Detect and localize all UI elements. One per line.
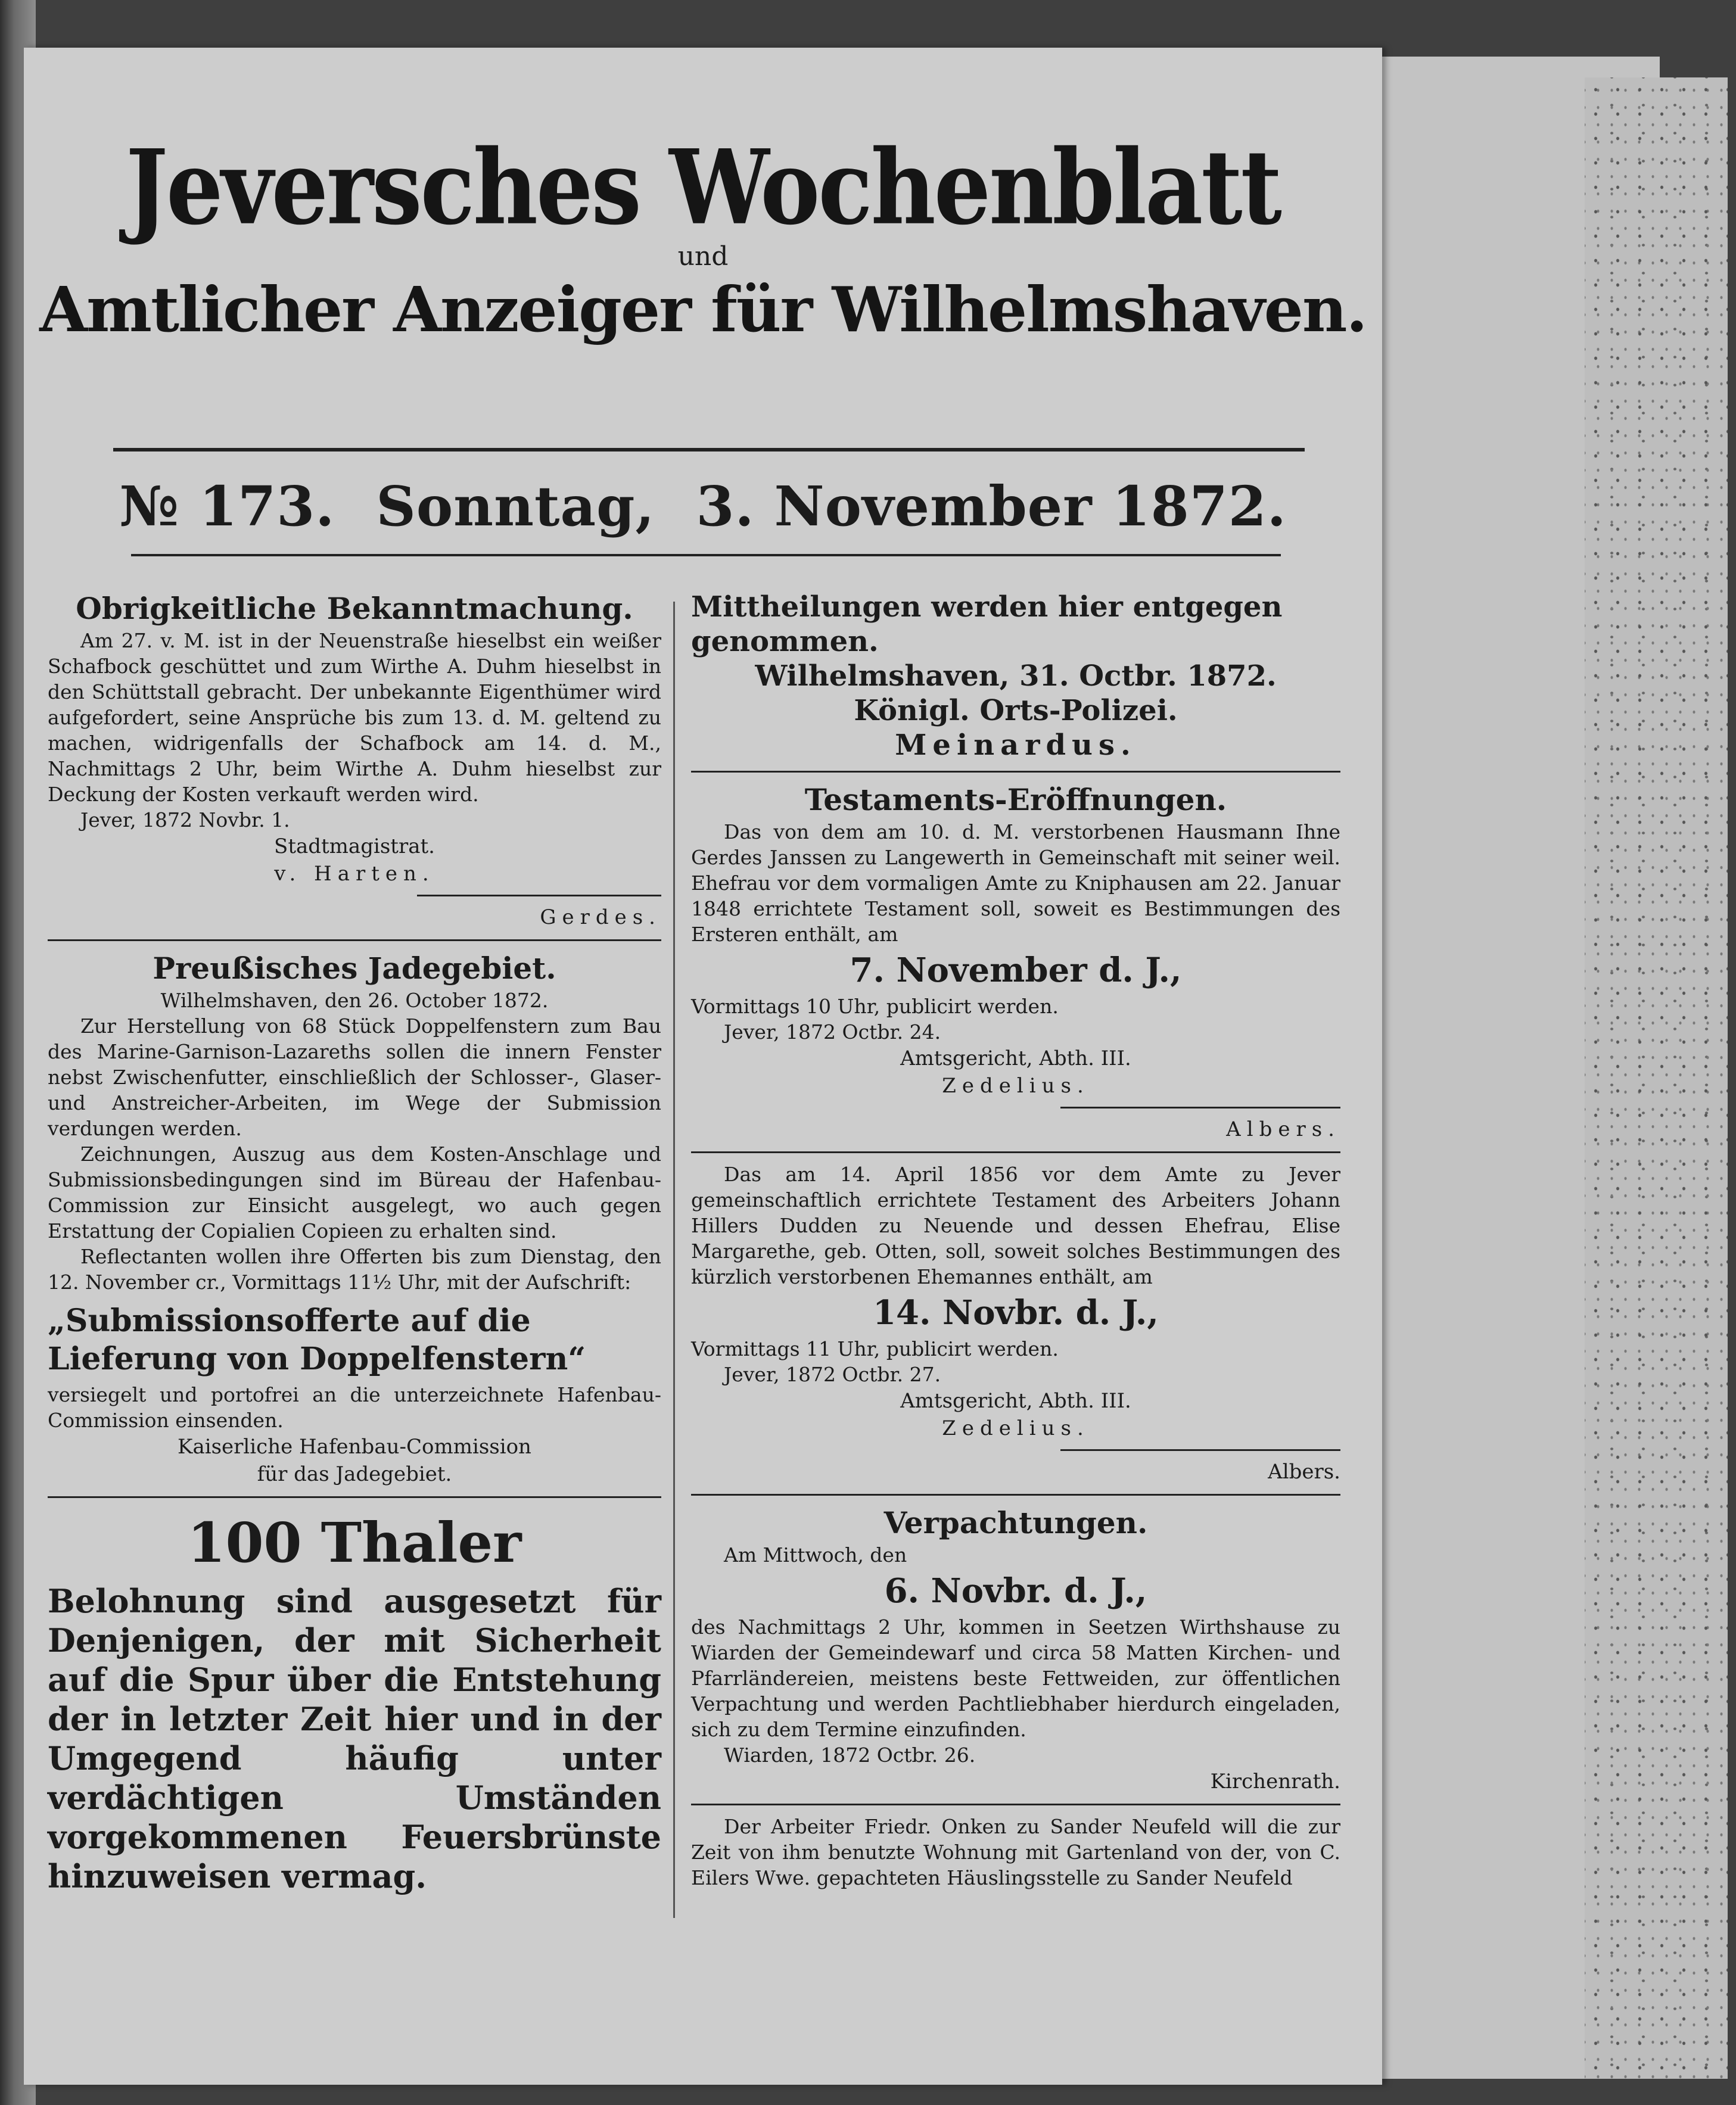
masthead-title: Jeversches Wochenblatt: [126, 127, 1280, 248]
notice-body: Der Arbeiter Friedr. Onken zu Sander Neufeld will die zur Zeit von ihm benutzte Wohnung mit Gartenland von der, von C. Eilers Wwe. gepachteten Häuslingsstelle zu Sander Neufeld: [691, 1815, 1340, 1889]
notice-body: des Nachmittags 2 Uhr, kommen in Seetzen Wirthshause zu Wiarden der Gemeindewarf und circa 58 Matten Kirchen- und Pfarrländereien, meistens beste Fettweiden, zur öffentlichen Verpachtung und werden Pachtliebhaber hierdurch eingeladen, sich zu dem Termine einzufinden.: [691, 1615, 1340, 1741]
notice-place-date: Wiarden, 1872 Octbr. 26.: [724, 1743, 976, 1767]
issue-weekday: Sonntag,: [376, 474, 655, 538]
notice-date: 7. November d. J.,: [850, 951, 1182, 990]
section-rule: [691, 1494, 1340, 1496]
section-rule: [691, 1804, 1340, 1805]
notice-authority: für das Jadegebiet.: [257, 1462, 452, 1486]
notice-authority: Königl. Orts-Polizei.: [854, 694, 1178, 727]
notice-signer: Meinardus.: [895, 728, 1137, 762]
notice-place-date: Jever, 1872 Octbr. 24.: [724, 1020, 941, 1044]
notice-authority: Stadtmagistrat.: [274, 834, 435, 858]
notice-body: Reflectanten wollen ihre Offerten bis zum Dienstag, den 12. November cr., Vormittags 11½ Uhr, mit der Aufschrift:: [48, 1245, 661, 1294]
notice-body: Das am 14. April 1856 vor dem Amte zu Jever gemeinschaftlich errichtete Testament des Arbeiters Johann Hillers Dudden zu Neuende und dessen Ehefrau, Elise Margarethe, geb. Otten, soll, soweit solches Bestimmungen des kürzlich verstorbenen Ehemannes enthält, am: [691, 1163, 1340, 1288]
issue-line: [24, 474, 1382, 539]
issue-rule: [131, 554, 1281, 556]
column-divider: [673, 602, 675, 1918]
notice-heading: Preußisches Jadegebiet.: [153, 951, 556, 986]
notice-heading: Verpachtungen.: [883, 1505, 1148, 1540]
notice-countersign: Gerdes.: [540, 905, 661, 929]
masthead: [24, 127, 1382, 346]
notice-place-date: Jever, 1872 Octbr. 27.: [724, 1363, 941, 1386]
section-rule: [691, 1151, 1340, 1153]
notice-heading: Testaments-Eröffnungen.: [804, 782, 1227, 817]
left-column: [48, 590, 661, 1896]
notice-place-date: Jever, 1872 Novbr. 1.: [80, 808, 290, 832]
section-rule: [691, 771, 1340, 773]
notice-place-date: Wilhelmshaven, den 26. October 1872.: [160, 989, 549, 1012]
notice-lead: Am Mittwoch, den: [724, 1543, 907, 1567]
notice-authority: Kaiserliche Hafenbau-Commission: [178, 1435, 531, 1459]
reward-heading: 100 Thaler: [187, 1511, 522, 1575]
notice-signer: v. Harten.: [274, 862, 435, 886]
notice-court: Amtsgericht, Abth. III.: [900, 1389, 1131, 1413]
masthead-rule: [113, 448, 1305, 451]
notice-body: Zeichnungen, Auszug aus dem Kosten-Anschlage und Submissionsbedingungen sind im Büreau der Hafenbau-Commission zur Einsicht ausgelegt, wo auch gegen Erstattung der Copialien Copieen zu erhalten sind.: [48, 1142, 661, 1243]
signature-rule: [1060, 1449, 1340, 1451]
notice-quote: „Submissionsofferte auf die Lieferung von Doppelfenstern“: [48, 1303, 586, 1377]
notice-heading: Obrigkeitliche Bekanntmachung.: [76, 591, 633, 626]
notice-body: Am 27. v. M. ist in der Neuenstraße hieselbst ein weißer Schafbock geschüttet und zum Wirthe A. Duhm hieselbst in den Schüttstall gebracht. Der unbekannte Eigenthümer wird aufgefordert, seine Ansprüche bis zum 13. d. M. geltend zu machen, widrigenfalls der Schafbock am 14. d. M., Nachmittags 2 Uhr, beim Wirthe A. Duhm hieselbst zur Deckung der Kosten verkauft werden wird.: [48, 629, 661, 806]
signature-rule: [417, 895, 661, 896]
notice-court: Amtsgericht, Abth. III.: [900, 1047, 1131, 1070]
issue-date: 3. November 1872.: [696, 474, 1287, 538]
issue-number: № 173.: [119, 474, 335, 538]
masthead-und: und: [677, 241, 729, 272]
signature-rule: [1060, 1107, 1340, 1108]
notice-body: Das von dem am 10. d. M. verstorbenen Hausmann Ihne Gerdes Janssen zu Langewerth in Gemeinschaft mit seiner weil. Ehefrau vor dem vormaligen Amte zu Kniphausen am 22. Januar 1848 errichtete Testament soll, soweit es Bestimmungen des Ersteren enthält, am: [691, 820, 1340, 946]
notice-time: Vormittags 10 Uhr, publicirt werden.: [691, 995, 1059, 1018]
notice-time: Vormittags 11 Uhr, publicirt werden.: [691, 1337, 1059, 1360]
reward-body: Belohnung sind ausgesetzt für Denjenigen, der mit Sicherheit auf die Spur über die Entstehung der in letzter Zeit hier und in der Umgegend häufig unter verdächtigen Umständen vorgekommenen Feuersbrünste hinzuweisen vermag.: [48, 1582, 661, 1895]
notice-place-date: Wilhelmshaven, 31. Octbr. 1872.: [755, 659, 1277, 693]
masthead-subtitle: Amtlicher Anzeiger für Wilhelmshaven.: [39, 273, 1367, 346]
notice-signer: Kirchenrath.: [1210, 1770, 1340, 1793]
notice-countersign: Albers.: [1226, 1117, 1340, 1141]
binding-cover: [1585, 77, 1728, 2079]
newspaper-page: [24, 48, 1382, 2085]
notice-body: versiegelt und portofrei an die unterzeichnete Hafenbau-Commission einsenden.: [48, 1383, 661, 1432]
notice-body: Zur Herstellung von 68 Stück Doppelfenstern zum Bau des Marine-Garnison-Lazareths sollen die innern Fenster nebst Zwischenfutter, einschließlich der Schlosser-, Glaser- und Anstreicher-Arbeiten, im Wege der Submission verdungen werden.: [48, 1014, 661, 1140]
continued-text: Mittheilungen werden hier entgegen genommen.: [691, 590, 1283, 658]
notice-date: 14. Novbr. d. J.,: [873, 1293, 1159, 1332]
notice-signer: Zedelius.: [942, 1416, 1090, 1440]
section-rule: [48, 939, 661, 941]
notice-signer: Zedelius.: [942, 1074, 1090, 1098]
section-rule: [48, 1496, 661, 1498]
right-column: [691, 590, 1340, 1891]
notice-countersign: Albers.: [1268, 1460, 1340, 1484]
notice-date: 6. Novbr. d. J.,: [884, 1571, 1147, 1611]
